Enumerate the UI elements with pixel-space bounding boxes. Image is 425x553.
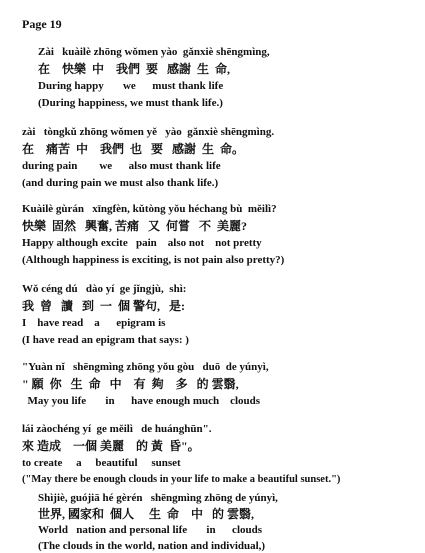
block-6-chinese: 來 造成 一個 美麗 的 黃 昏"。 xyxy=(22,439,200,453)
block-3-english: Happy although excite pain also not not pretty xyxy=(22,237,262,249)
block-6-pinyin: lái zàochéng yí ge měilì de huánghūn". xyxy=(22,423,212,435)
block-4-chinese: 我 曾 讀 到 一 個 警句, 是: xyxy=(22,299,185,313)
block-4-english: I have read a epigram is xyxy=(22,317,166,329)
block-1-translation: (During happiness, we must thank life.) xyxy=(38,97,223,109)
block-7-english: World nation and personal life in clouds xyxy=(38,524,263,536)
block-7-translation: (The clouds in the world, nation and individual,) xyxy=(38,540,266,552)
block-5-chinese: " 願 你 生 命 中 有 夠 多 的 雲翳, xyxy=(22,377,239,391)
block-4-translation: (I have read an epigram that says: ) xyxy=(22,334,189,346)
page-number: Page 19 xyxy=(22,17,62,31)
block-6-english: to create a beautiful sunset xyxy=(22,457,181,469)
block-2-english: during pain we also must thank life xyxy=(22,160,221,172)
block-5-english: May you life in have enough much clouds xyxy=(22,395,261,407)
block-4-pinyin: Wǒ céng dú dào yí ge jǐngjù, shì: xyxy=(22,283,187,295)
block-2-pinyin: zài tòngkǔ zhōng wǒmen yě yào gǎnxiè shēngmìng. xyxy=(22,126,275,138)
block-1-english: During happy we must thank life xyxy=(38,80,224,92)
block-1-chinese: 在 快樂 中 我們 要 感謝 生 命, xyxy=(38,62,231,76)
block-1-pinyin: Zài kuàilè zhōng wǒmen yào gǎnxiè shēngmìng, xyxy=(38,46,270,58)
block-6-translation: ("May there be enough clouds in your life to make a beautiful sunset.") xyxy=(22,474,341,485)
block-7-pinyin: Shìjiè, guójiā hé gèrén shēngmìng zhōng de yúnyì, xyxy=(38,492,278,504)
block-3-translation: (Although happiness is exciting, is not pain also pretty?) xyxy=(22,254,285,266)
block-3-chinese: 快樂 固然 興奮, 苦痛 又 何嘗 不 美麗? xyxy=(22,219,248,233)
block-5-pinyin: "Yuàn nǐ shēngmìng zhōng yǒu gòu duō de yúnyì, xyxy=(22,361,269,373)
block-3-pinyin: Kuàilè gùrán xīngfèn, kǔtòng yǒu héchang bù měilì? xyxy=(22,203,277,215)
block-2-chinese: 在 痛苦 中 我們 也 要 感謝 生 命。 xyxy=(22,142,245,156)
block-7-chinese: 世界, 國家和 個人 生 命 中 的 雲翳, xyxy=(38,507,255,521)
block-2-translation: (and during pain we must also thank life.) xyxy=(22,177,219,189)
